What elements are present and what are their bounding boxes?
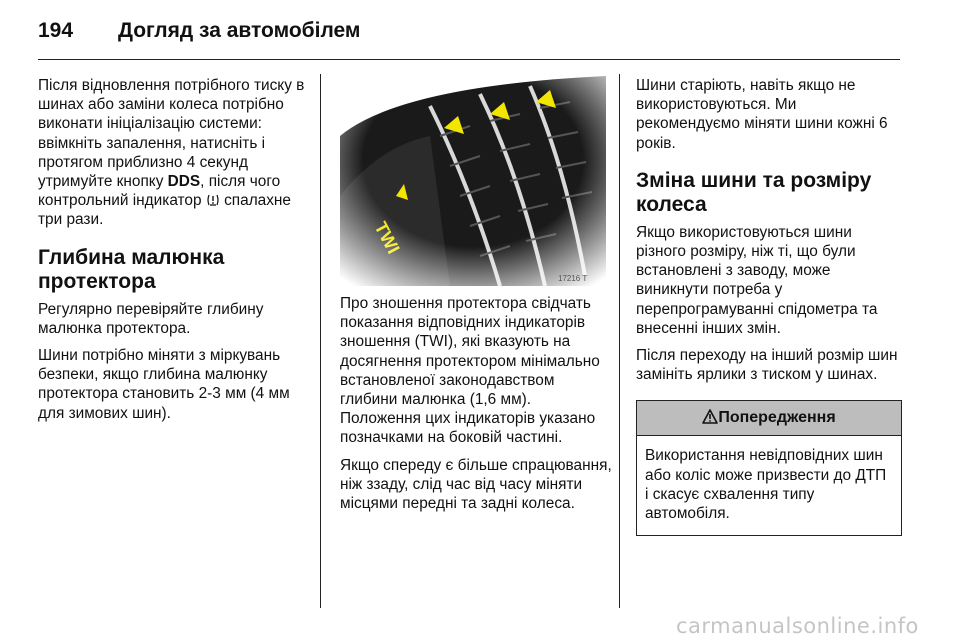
warning-header [637,401,901,436]
tread-replace-paragraph: Шини потрібно міняти з міркувань безпеки, якщо глибина малюнку протектора становить 2-3 мм (4 мм для зимових шин). [38,347,290,422]
tread-check-paragraph: Регулярно перевіряйте глибину малюнка протектора. [38,300,264,337]
twi-paragraph: Про зношення протектора свідчать показання відповідних індикаторів зношення (TWI), які вказують на досягнення протектором мінімально встановленої законодавством глибини малюнка (1,6 мм). Положення цих індикаторів указано позначками на боковій частині. [340,295,600,447]
page-number: 194 [38,19,74,42]
page-title: Догляд за автомобілем [118,19,361,42]
column-3 [636,76,902,536]
ddsi-init-paragraph [38,76,310,230]
tire-size-paragraph: Якщо використовуються шини різного розміру, ніж ті, що були встановлені з заводу, може виникнути потреба у перепрограмуванні спідометра та внесенні інших змін. [636,223,878,337]
warning-title: Попередження [718,409,836,427]
page-header [38,14,360,48]
rotate-wheels-paragraph: Якщо спереду є більше спрацювання, ніж ззаду, слід час від часу міняти місцями передні та задні колеса. [340,456,612,513]
warning-triangle-icon [702,409,718,424]
column-1 [38,76,310,431]
text-run: спалахне три рази. [38,192,291,229]
watermark: carmanualsonline.info [676,614,919,638]
warning-text: Використання невідповідних шин або коліс може призвести до ДТП і скасує схвалення типу автомобіля. [645,447,887,523]
column-2 [340,294,612,521]
tire-tread-illustration [340,76,606,286]
column-divider-2 [619,74,620,608]
header-rule [38,59,900,60]
tire-size-heading: Зміна шини та розміру колеса [636,168,872,216]
tire-pressure-warning-icon [206,193,220,207]
tread-depth-heading: Глибина малюнка протектора [38,245,225,293]
figure-id: 17216 T [558,274,588,283]
tire-aging-paragraph: Шини старіють, навіть якщо не використовуються. Ми рекомендуємо міняти шини кожні 6 років. [636,77,888,152]
warning-box [636,400,902,536]
text-run: , після чого контрольний індикатор [38,173,281,210]
pressure-labels-paragraph: Після переходу на інший розмір шин замініть ярлики з тиском у шинах. [636,347,898,384]
text-run: Після відновлення потрібного тиску в шинах або заміни колеса потрібно виконати ініціалізацію системи: ввімкніть запалення, натисніть і протягом приблизно 4 секунд утримуйте кнопку [38,77,305,191]
dds-button-label: DDS [167,173,201,191]
column-divider-1 [320,74,321,608]
